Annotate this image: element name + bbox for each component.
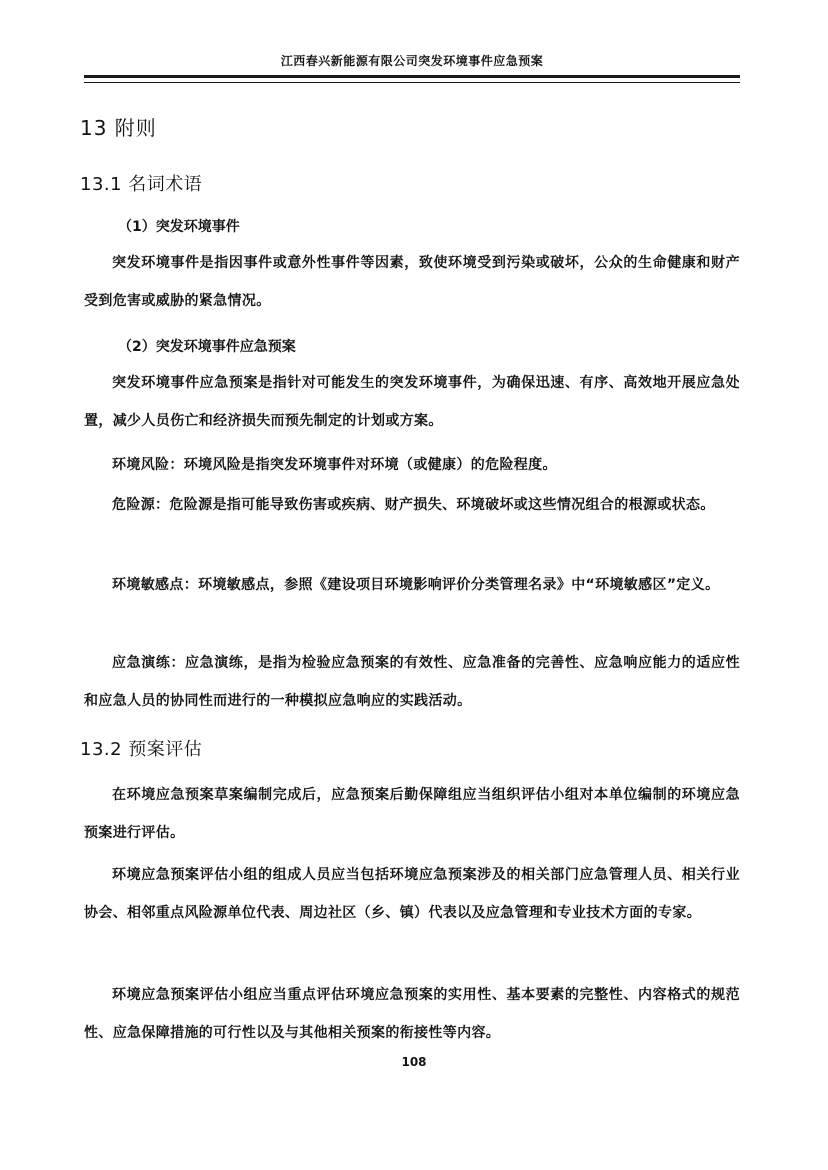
header-rule-thin	[84, 82, 740, 83]
evaluation-paragraph-3: 环境应急预案评估小组应当重点评估环境应急预案的实用性、基本要素的完整性、内容格式的规范性、应急保障措施的可行性以及与其他相关预案的衔接性等内容。	[84, 987, 740, 1041]
evaluation-paragraph-2: 环境应急预案评估小组的组成人员应当包括环境应急预案涉及的相关部门应急管理人员、相关行业协会、相邻重点风险源单位代表、周边社区（乡、镇）代表以及应急管理和专业技术方面的专家。	[84, 867, 740, 921]
term-sensitive-point: 环境敏感点：环境敏感点，参照《建设项目环境影响评价分类管理名录》中“环境敏感区”定义。	[112, 577, 720, 593]
term-emergency-drill: 应急演练：应急演练，是指为检验应急预案的有效性、应急准备的完善性、应急响应能力的适应性和应急人员的协同性而进行的一种模拟应急响应的实践活动。	[84, 655, 740, 709]
term-heading-emergency-plan: （2）突发环境事件应急预案	[118, 339, 296, 355]
running-header: 江西春兴新能源有限公司突发环境事件应急预案	[280, 54, 544, 68]
term-body-emergency-event: 突发环境事件是指因事件或意外性事件等因素，致使环境受到污染或破坏，公众的生命健康和财产受到危害或威胁的紧急情况。	[84, 255, 740, 309]
section-title: 13 附则	[80, 116, 157, 140]
term-body-emergency-plan: 突发环境事件应急预案是指针对可能发生的突发环境事件，为确保迅速、有序、高效地开展应急处置，减少人员伤亡和经济损失而预先制定的计划或方案。	[84, 375, 740, 429]
term-environmental-risk: 环境风险：环境风险是指突发环境事件对环境（或健康）的危险程度。	[112, 457, 557, 473]
subsection-title-evaluation: 13.2 预案评估	[80, 739, 203, 760]
evaluation-paragraph-1: 在环境应急预案草案编制完成后，应急预案后勤保障组应当组织评估小组对本单位编制的环境应急预案进行评估。	[84, 787, 740, 841]
term-hazard-source: 危险源：危险源是指可能导致伤害或疾病、财产损失、环境破坏或这些情况组合的根源或状态。	[112, 497, 715, 513]
subsection-title-terms: 13.1 名词术语	[80, 174, 203, 195]
term-heading-emergency-event: （1）突发环境事件	[118, 219, 240, 235]
page-number: 108	[401, 1055, 427, 1069]
header-rule-thick	[84, 75, 740, 78]
